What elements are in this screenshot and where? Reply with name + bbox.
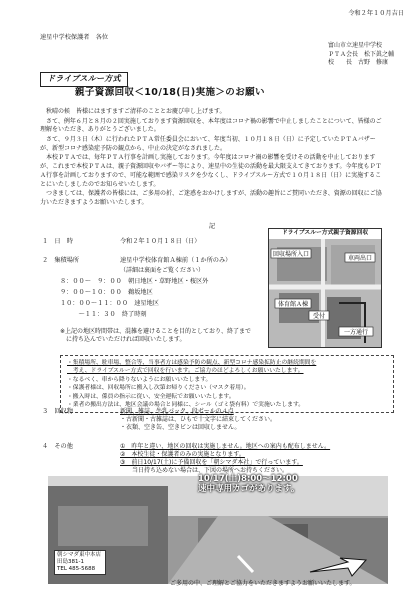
caution-line: ・集積場所、駐車場、整合等、当事者方は感染予防の観点、新型コロナ感染拡防止の継続期間を [67,360,317,366]
map-label-oneway: 一方通行 [343,329,369,336]
item-datetime [42,238,200,246]
map-label-reception: 受付 [312,313,326,320]
sender-school: 富山市立速星中学校 [327,42,382,49]
addressee: 速星中学校保護者 各位 [40,34,109,41]
schedule-notice [60,328,251,344]
item-label: ４ その他 [42,443,73,450]
notice-line: に持ち込んでいただければ回収いたします。 [60,336,186,344]
intro-paragraph: つきましては、保護者の皆様には、ご多用の折、ご迷惑をおかけしますが、活動の趣旨にご賛同いただき、資源の回収にご協力いただきますようお願いいたします。 [40,190,382,206]
other-line: ③ 前日10/17(土)に予備回収を「朝シマダ本社」で行っています。 [120,459,303,467]
item-value: 令和２年１０月１８日（日） [120,238,201,245]
map-label-exit: 車両出口 [347,255,373,262]
item-value: 速星中学校体育館Ａ棟前（１か所のみ） [120,257,232,264]
photo-caption [198,474,299,494]
ki-heading: 記 [208,223,216,230]
schedule-row [60,311,147,319]
schedule-time: １０：００～１１：００ [60,300,129,307]
shop-address: 田島381-1 [57,559,84,566]
shop-label [54,550,106,575]
schedule-row [60,278,209,286]
shop-name: 朝シマダ東中本店 [57,552,102,558]
caution-line: ・保護者様は、回収場所に搬入し次第お帰りください（マスク着用）。 [67,385,250,392]
caution-line: 考え、ドライブスルー方式で回収を行います。ご協力のほどよろしくお願いいたします。 [67,368,304,375]
intro-text [40,108,384,209]
schedule-area: 速星地区 [134,300,159,307]
schedule-time: ～１１：３０ [60,311,116,318]
caution-line: ・搬入時は、係員の指示に従い、安全運転でお願いいたします。 [67,393,235,400]
item-label: １ 日 時 [42,238,73,245]
location-note: （詳細は裏面をご覧ください） [120,267,205,274]
photo-caption-time: 10/17(土)8:00～12:00 [198,474,298,484]
schedule-area: 鵜坂地区 [128,289,153,296]
title-badge: ドライブスルー方式 [40,72,128,87]
photo-caption-note: 速中専用カゴがあります。 [198,484,300,495]
map-label-entrance: 回収場所入口 [272,251,310,258]
map-photo-icon [269,239,381,347]
closing-line: ご多用の中、ご理解とご協力をいただきますようお願いいたします。 [170,580,356,587]
caution-line: ・なるべく、車から降りないようにお願いいたします。 [67,376,212,383]
item-location [42,257,231,265]
other-line: ② 本校生徒・保護者のみの実施となります。 [120,451,245,459]
item-collection [42,408,120,416]
collection-line: ・衣類、空き缶、空きビンは回収しません。 [120,424,241,432]
sender-pta: ＰＴＡ会長 松下眞之輔 [327,50,394,58]
schedule-row [60,289,153,297]
issue-date: 令和２年１０月吉日 [348,10,404,17]
item-label: ３ 回収物 [42,408,73,415]
intro-paragraph: さて、９月３日（木）に行われたＰＴＡ常任委員会において、年度当初、１０月１８日（日）に予定していたＰＴＡバザーが、新型コロナ感染症予防の観点から、中止の決定がなされました。 [40,136,376,152]
shop-phone: TEL 485-5688 [57,566,96,573]
sender-principal: 校 長 古野 修康 [327,59,388,67]
notice-document [20,10,404,588]
map-label-gym: 体育館Ａ棟 [277,301,309,308]
drop-off-photo [48,476,388,590]
schedule-area: 朝日地区・草野地区・桜区外 [128,278,209,285]
page-title: 親子資源回収＜10/18(日)実施＞のお願い [75,87,265,98]
map-title: ドライブスルー方式親子資源回収 [269,229,381,240]
other-list [120,443,330,475]
other-line: ① 昨年と違い、地区の回収は実施しません。地区への案内も配布しません。 [120,443,331,450]
intro-paragraph: 本校ＰＴＡでは、毎年ＰＴＡ行事を計画し実施しております。今年度はコロナ禍の影響を受けその活動を中止しておりますが、これまで本校ＰＴＡは、親子資源回収やバザー等により、速星中の生徒の活動を最大限支えてきております。今年度もＰＴＡ行事を計画しておりますので、可能な範囲で感染リスクを少なくし、ドライブスルー方式で１０月１８日（日）に実施することにいたしましたのでお知らせいたします。 [40,154,382,188]
notice-line: ※上記の地区時間帯は、混雑を避けることを目的としており、終了まで [60,328,252,335]
sender-block [328,42,394,68]
caution-box [60,355,394,413]
item-other [42,443,120,451]
other-line: 当日持ち込めない場合は、下図の場所へお持ちください。 [120,467,289,475]
collection-list [120,408,276,432]
collection-line: 新聞、雑誌、牛乳パック、段ボールの４点 [120,408,234,415]
schedule-row [60,300,159,308]
collection-line: ・古新聞・古雑誌は、ひもで十文字に結束してください。 [120,416,277,424]
site-map [268,228,382,348]
item-label: ２ 集積場所 [42,257,80,264]
schedule-time: ９：００～１０：００ [60,289,122,296]
intro-paragraph: 秋晴の候 皆様にはますますご清祥のこととお慶び申し上げます。 [46,108,226,115]
caution-line: ・業者の搬出方法は、地区会議の場合と同様に、シール（ゴミ袋有料）で実施いたします。 [67,401,305,408]
schedule-time: ８：００～ ９：００ [60,278,122,285]
schedule-area: 終了時刻 [121,311,147,318]
intro-paragraph: さて、例年６月と８月の２回実施しております資源回収を、本年度はコロナ禍の影響で中止しましたことについて、皆様のご理解をいただき、ありがとうございました。 [40,117,382,134]
